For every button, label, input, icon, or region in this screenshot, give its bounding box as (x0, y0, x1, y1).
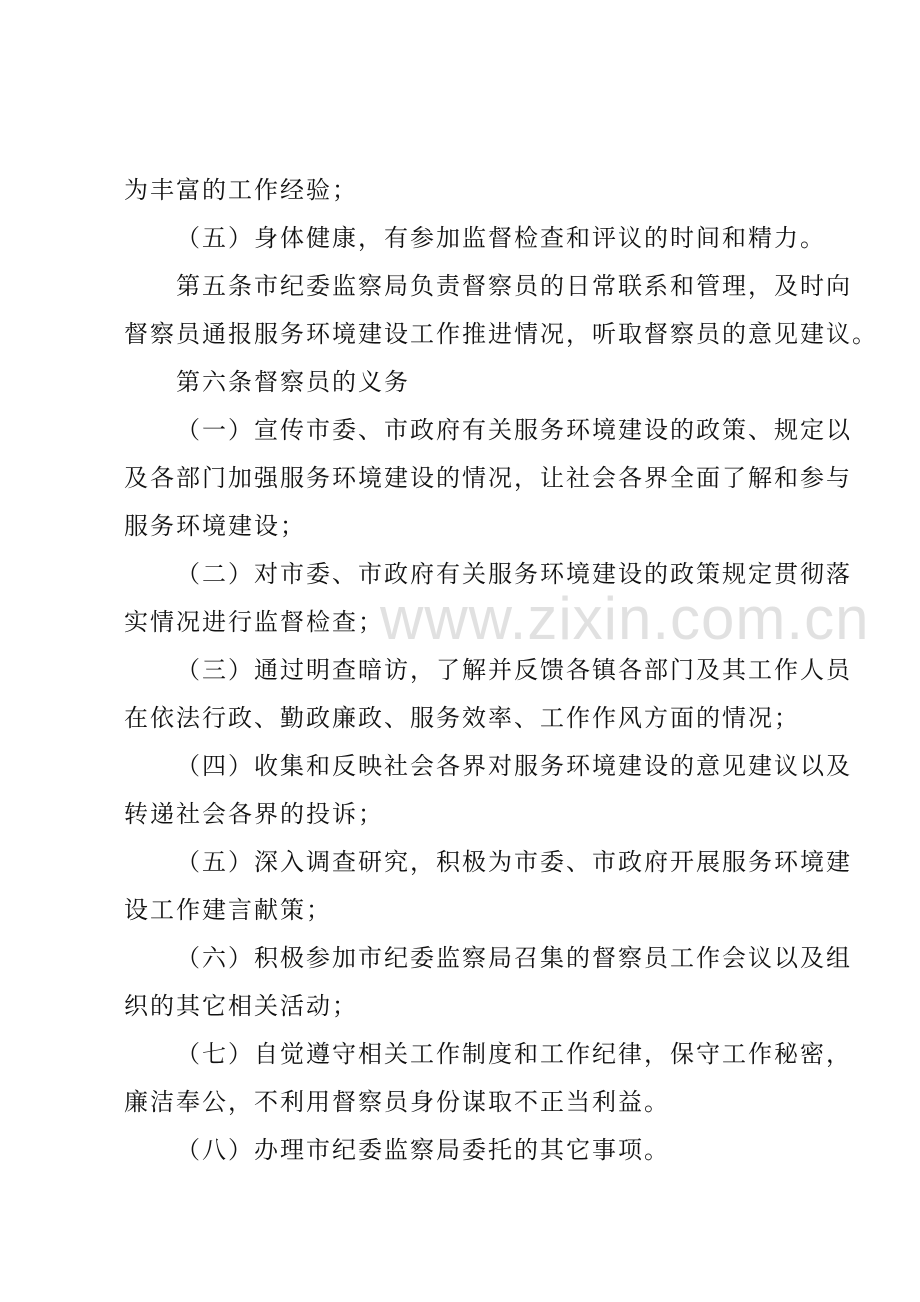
text-line: 织的其它相关活动； (124, 992, 358, 1020)
text-line: （二）对市委、市政府有关服务环境建设的政策规定贯彻落 (176, 560, 852, 588)
text-line: 第六条督察员的义务 (176, 368, 410, 396)
text-line: 实情况进行监督检查； (124, 608, 384, 636)
text-line: 廉洁奉公，不利用督察员身份谋取不正当利益。 (124, 1088, 670, 1116)
text-line: 转递社会各界的投诉； (124, 800, 384, 828)
text-line: （四）收集和反映社会各界对服务环境建设的意见建议以及 (176, 752, 852, 780)
text-line: （三）通过明查暗访，了解并反馈各镇各部门及其工作人员 (176, 656, 852, 684)
text-line: （五）身体健康，有参加监督检查和评议的时间和精力。 (176, 224, 826, 252)
text-line: 服务环境建设； (124, 512, 306, 540)
text-line: 为丰富的工作经验； (124, 176, 358, 204)
text-line: 设工作建言献策； (124, 896, 332, 924)
text-line: 及各部门加强服务环境建设的情况，让社会各界全面了解和参与 (124, 464, 852, 492)
text-line: 在依法行政、勤政廉政、服务效率、工作作风方面的情况； (124, 704, 800, 732)
text-line: （五）深入调查研究，积极为市委、市政府开展服务环境建 (176, 848, 852, 876)
watermark: www.zixin.com.cn (380, 585, 870, 652)
text-line: （八）办理市纪委监察局委托的其它事项。 (176, 1136, 670, 1164)
text-line: 督察员通报服务环境建设工作推进情况，听取督察员的意见建议。 (124, 320, 878, 348)
text-line: 第五条市纪委监察局负责督察员的日常联系和管理，及时向 (176, 272, 852, 300)
text-line: （七）自觉遵守相关工作制度和工作纪律，保守工作秘密， (176, 1040, 852, 1068)
text-line: （一）宣传市委、市政府有关服务环境建设的政策、规定以 (176, 416, 852, 444)
text-line: （六）积极参加市纪委监察局召集的督察员工作会议以及组 (176, 944, 852, 972)
